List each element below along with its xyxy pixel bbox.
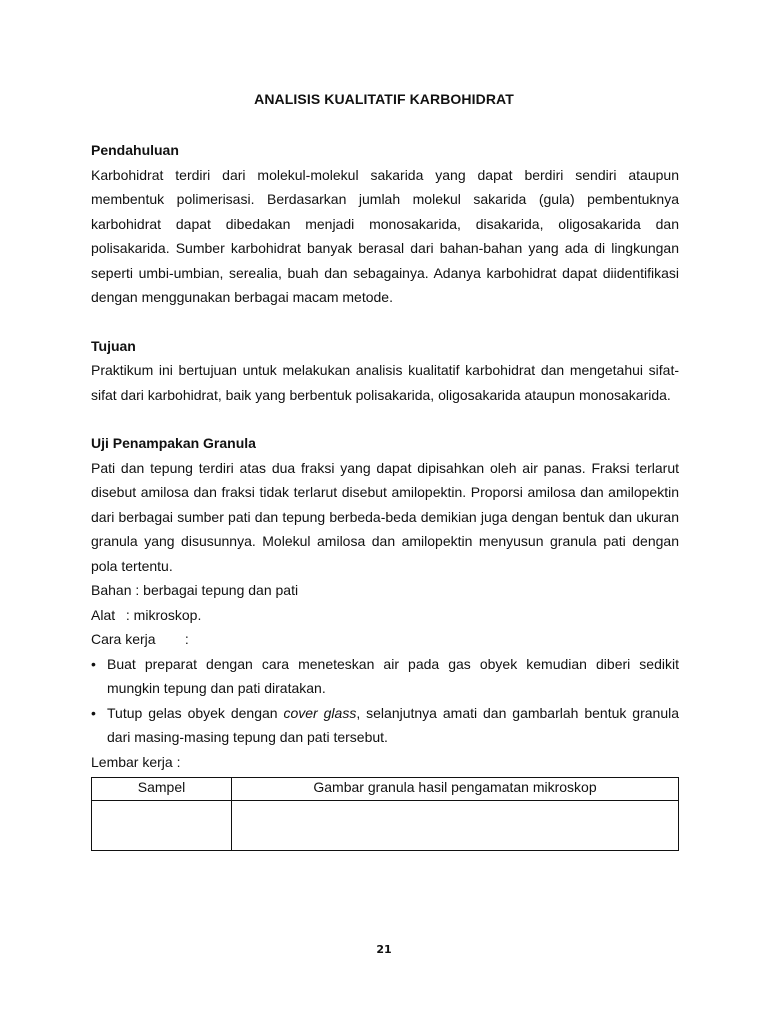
cara-kerja-line: [91, 627, 679, 652]
worksheet-table: [91, 777, 679, 851]
bullet-icon: •: [91, 655, 96, 672]
table-cell-gambar: [232, 801, 679, 851]
section-text-tujuan: Praktikum ini bertujuan untuk melakukan analisis kualitatif karbohidrat dan mengetahui sifat-sifat dari karbohidrat, baik yang berbentuk polisakarida, oligosakarida ataupun monosakarida.: [91, 362, 679, 403]
bahan-line: [91, 578, 679, 603]
section-heading-pendahuluan: Pendahuluan: [91, 142, 179, 158]
bahan-value: : berbagai tepung dan pati: [135, 582, 299, 598]
table-row: [92, 801, 679, 851]
procedure-list: [91, 652, 679, 750]
lembar-kerja-label: Lembar kerja :: [91, 753, 181, 770]
procedure-step-2-before: Tutup gelas obyek dengan: [107, 704, 284, 721]
alat-label: Alat: [91, 606, 116, 623]
procedure-step-2-after: , selanjutnya amati dan gambarlah bentuk granula dari masing-masing tepung dan pati tersebut.: [107, 704, 680, 745]
section-text-pendahuluan: Karbohidrat terdiri dari molekul-molekul sakarida yang dapat berdiri sendiri ataupun membentuk polimerisasi. Berdasarkan jumlah molekul sakarida (gula) pembentuknya karbohidrat dapat dibedakan menjadi monosakarida, disakarida, oligosakarida dan polisakarida. Sumber karbohidrat banyak berasal dari bahan-bahan yang ada di lingkungan seperti umbi-umbian, serealia, buah dan sebagainya. Adanya karbohidrat dapat diidentifikasi dengan menggunakan berbagai macam metode.: [91, 166, 679, 305]
list-item: [91, 701, 679, 750]
table-header-sampel: Sampel: [92, 778, 232, 801]
section-text-uji-penampakan-granula: Pati dan tepung terdiri atas dua fraksi yang dapat dipisahkan oleh air panas. Fraksi terlarut disebut amilosa dan fraksi tidak terlarut disebut amilopektin. Proporsi amilosa dan amilopektin dari berbagai sumber pati dan tepung berbeda-beda demikian juga dengan bentuk dan ukuran granula yang disusunnya. Molekul amilosa dan amilopektin menyusun granula pati dengan pola tertentu.: [91, 459, 679, 574]
section-heading-uji-penampakan-granula: Uji Penampakan Granula: [91, 435, 256, 451]
page-number: 21: [376, 943, 392, 956]
table-header-gambar-granula: Gambar granula hasil pengamatan mikroskop: [232, 778, 679, 801]
cara-kerja-label: Cara kerja: [91, 631, 156, 647]
procedure-step-2: [107, 705, 679, 746]
procedure-step-1: Buat preparat dengan cara meneteskan air pada gas obyek kemudian diberi sedikit mungkin tepung dan pati diratakan.: [107, 655, 679, 696]
document-body: [91, 138, 679, 851]
list-item: [91, 652, 679, 701]
spacer: [91, 407, 679, 431]
table-cell-sampel: [92, 801, 232, 851]
cara-kerja-colon: :: [184, 631, 189, 647]
procedure-step-2-italic: cover glass: [283, 704, 357, 721]
section-heading-tujuan: Tujuan: [91, 337, 136, 354]
bullet-icon: •: [91, 704, 96, 721]
spacer: [91, 310, 679, 334]
alat-line: [91, 603, 679, 628]
alat-value: : mikroskop.: [125, 606, 202, 623]
table-header-row: [92, 778, 679, 801]
document-title: ANALISIS KUALITATIF KARBOHIDRAT: [254, 91, 514, 107]
bahan-label: Bahan: [91, 582, 132, 598]
